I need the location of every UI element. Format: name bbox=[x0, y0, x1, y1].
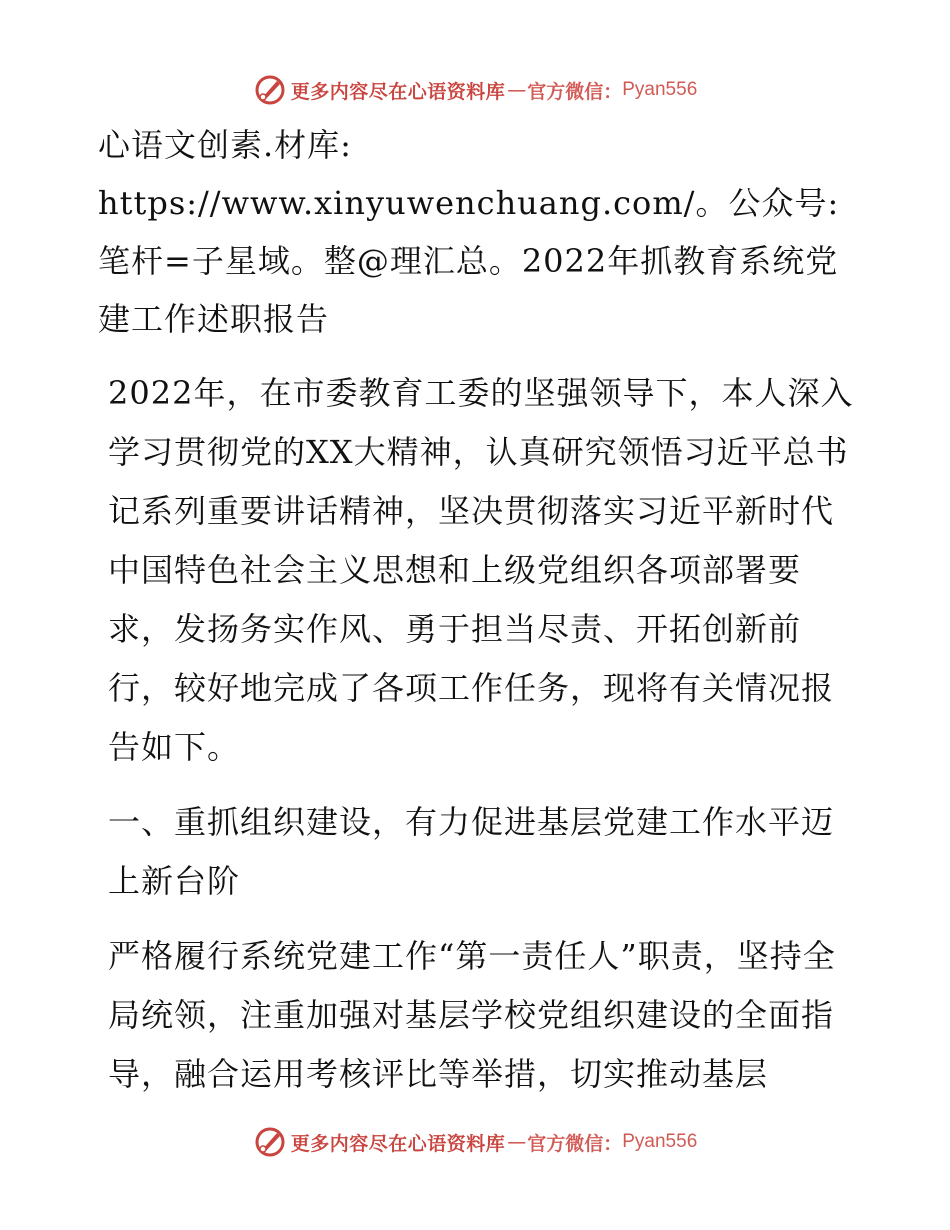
paragraph-title: 心语文创素.材库: https://www.xinyuwenchuang.com/。公众号: 笔杆=子星域。整@理汇总。2022年抓教育系统党建工作述职报告 bbox=[98, 126, 840, 338]
watermark-wechat-id: Pyan556 bbox=[622, 1131, 698, 1152]
document-body bbox=[98, 116, 858, 1120]
watermark-label: 官方微信： bbox=[527, 1132, 623, 1155]
pen-logo-icon bbox=[253, 73, 287, 107]
watermark-brand-text: 更多内容尽在心语资料库 bbox=[290, 80, 506, 103]
paragraph-intro: 2022年，在市委教育工委的坚强领导下，本人深入学习贯彻党的XX大精神，认真研究领悟习近平总书记系列重要讲话精神，坚决贯彻落实习近平新时代中国特色社会主义思想和上级党组织各项部署要求，发扬务实作风、勇于担当尽责、开拓创新前行，较好地完成了各项工作任务，现将有关情况报告如下。 bbox=[108, 374, 854, 766]
pen-logo-icon bbox=[253, 1125, 287, 1159]
watermark-separator: — bbox=[507, 79, 526, 101]
watermark-label: 官方微信： bbox=[527, 80, 623, 103]
header-watermark bbox=[0, 70, 950, 110]
watermark-separator: — bbox=[507, 1131, 526, 1153]
watermark-wechat-id: Pyan556 bbox=[622, 79, 698, 100]
section-heading: 一、重抓组织建设，有力促进基层党建工作水平迈上新台阶 bbox=[108, 803, 835, 900]
watermark-brand-text: 更多内容尽在心语资料库 bbox=[290, 1132, 506, 1155]
footer-watermark bbox=[0, 1122, 950, 1162]
paragraph-body: 严格履行系统党建工作“第一责任人”职责，坚持全局统领，注重加强对基层学校党组织建设的全面指导，融合运用考核评比等举措，切实推动基层 bbox=[108, 937, 836, 1093]
